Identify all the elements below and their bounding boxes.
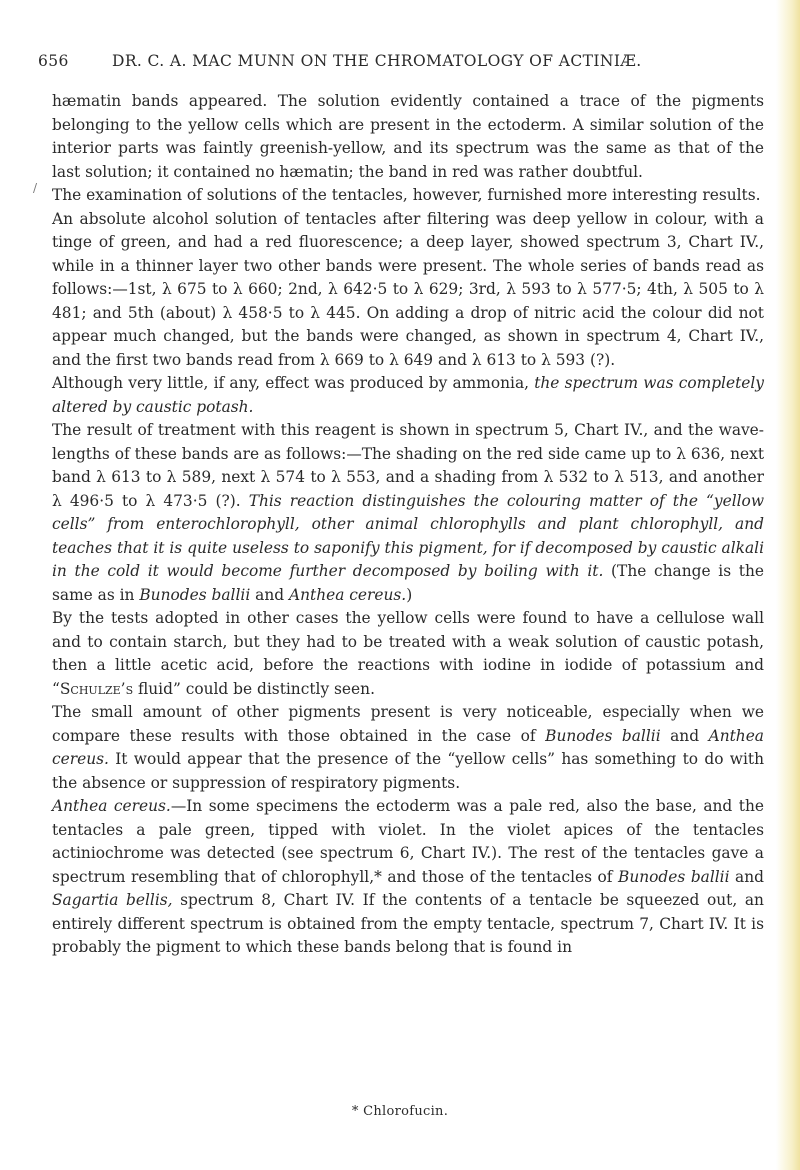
text-segment: This reaction distinguishes the colouring matter of the “yellow cells” from enterochlorophyll, other animal chlorophylls and plant chlorophyll, and teaches that it is quite useless to saponify this pigment, for if decomposed by caustic alkali in the cold it would become further decomposed by boiling with it. xyxy=(52,491,764,580)
running-head xyxy=(38,52,760,76)
paragraph-5 xyxy=(52,419,764,607)
text-segment: Sagartia bellis, xyxy=(52,891,173,909)
text-segment: ) xyxy=(406,585,413,604)
page-number: 656 xyxy=(38,52,69,70)
text-segment: Bunodes ballii xyxy=(618,867,730,886)
text-segment: An absolute alcohol solution of tentacles after filtering was deep yellow in colour, with a tinge of green, and had a red fluorescence; a deep layer, showed spectrum 3, Chart IV., while in a thinner layer two other bands were present. The whole series of bands read as follows:—1st, λ 675 to λ 660; 2nd, λ 642·5 to λ 629; 3rd, λ 593 to λ 577·5; 4th, λ 505 to λ 481; and 5th (about) λ 458·5 to λ 445. On adding a drop of nitric acid the colour did not appear much changed, but the bands were changed, as shown in spectrum 4, Chart IV., and the first two bands read from λ 669 to λ 649 and λ 613 to λ 593 (?). xyxy=(52,209,764,369)
text-segment: and xyxy=(250,585,289,604)
running-title: DR. C. A. MAC MUNN ON THE CHROMATOLOGY OF ACTINIÆ. xyxy=(112,52,642,70)
footnote: * Chlorofucin. xyxy=(351,1104,449,1119)
text-segment: Although very little, if any, effect was produced by ammonia, xyxy=(52,374,535,392)
text-segment: Anthea cereus. xyxy=(52,797,171,815)
text-segment: hæmatin bands appeared. The solution evidently contained a trace of the pigments belonging to the yellow cells which are present in the ectoderm. A similar solution of the interior parts was faintly greenish-yellow, and its spectrum was the same as that of the last solution; it contained no hæmatin; the band in red was rather doubtful. xyxy=(52,92,764,181)
text-segment: (The change is the same as in xyxy=(52,562,764,604)
text-segment: Anthea cereus. xyxy=(288,585,407,604)
paragraph-6 xyxy=(52,607,764,701)
paragraph-3 xyxy=(52,208,764,373)
text-segment: —In some specimens the ectoderm was a pale red, also the base, and the tentacles a pale green, tipped with violet. In the violet apices of the tentacles actiniochrome was detected (see spectrum 6, Chart IV.). The rest of the tentacles gave a spectrum resembling that of chlorophyll,* and those of the tentacles of xyxy=(52,797,764,886)
text-segment: Schulze’s xyxy=(59,679,134,698)
text-segment: spectrum 8, Chart IV. If the contents of a tentacle be squeezed out, an entirely different spectrum is obtained from the empty tentacle, spectrum 7, Chart IV. It is probably the pigment to which these bands belong that is found in xyxy=(52,891,764,956)
text-segment: Bunodes ballii xyxy=(545,726,661,745)
text-segment: The examination of solutions of the tentacles, however, furnished more interesting results. xyxy=(52,186,761,204)
body-text xyxy=(52,90,764,960)
paragraph-7 xyxy=(52,701,764,795)
text-segment: and xyxy=(660,726,709,745)
text-segment: Bunodes ballii xyxy=(139,585,251,604)
paragraph-4 xyxy=(52,372,764,419)
text-segment: Anthea cereus. xyxy=(52,726,764,768)
text-segment: By the tests adopted in other cases the yellow cells were found to have a cellulose wall and to contain starch, but they had to be treated with a weak solution of caustic potash, then a little acetic acid, before the reactions with iodine in iodide of potassium and “ xyxy=(52,609,764,698)
text-segment: fluid” could be distinctly seen. xyxy=(133,679,375,698)
margin-mark: / xyxy=(33,181,38,195)
text-segment: and xyxy=(729,867,764,886)
text-segment: The small amount of other pigments present is very noticeable, especially when we compare these results with those obtained in the case of xyxy=(52,703,764,745)
text-segment: It would appear that the presence of the “yellow cells” has something to do with the absence or suppression of respiratory pigments. xyxy=(52,750,764,792)
paragraph-1 xyxy=(52,90,764,184)
paragraph-2 xyxy=(52,184,764,208)
text-segment: The result of treatment with this reagent is shown in spectrum 5, Chart IV., and the wave-lengths of these bands are as follows:—The shading on the red side came up to λ 636, next band λ 613 to λ 589, next λ 574 to λ 553, and a shading from λ 532 to λ 513, and another λ 496·5 to λ 473·5 (?). xyxy=(52,421,764,510)
paragraph-8 xyxy=(52,795,764,960)
text-segment: the spectrum was completely altered by caustic potash. xyxy=(52,374,764,416)
